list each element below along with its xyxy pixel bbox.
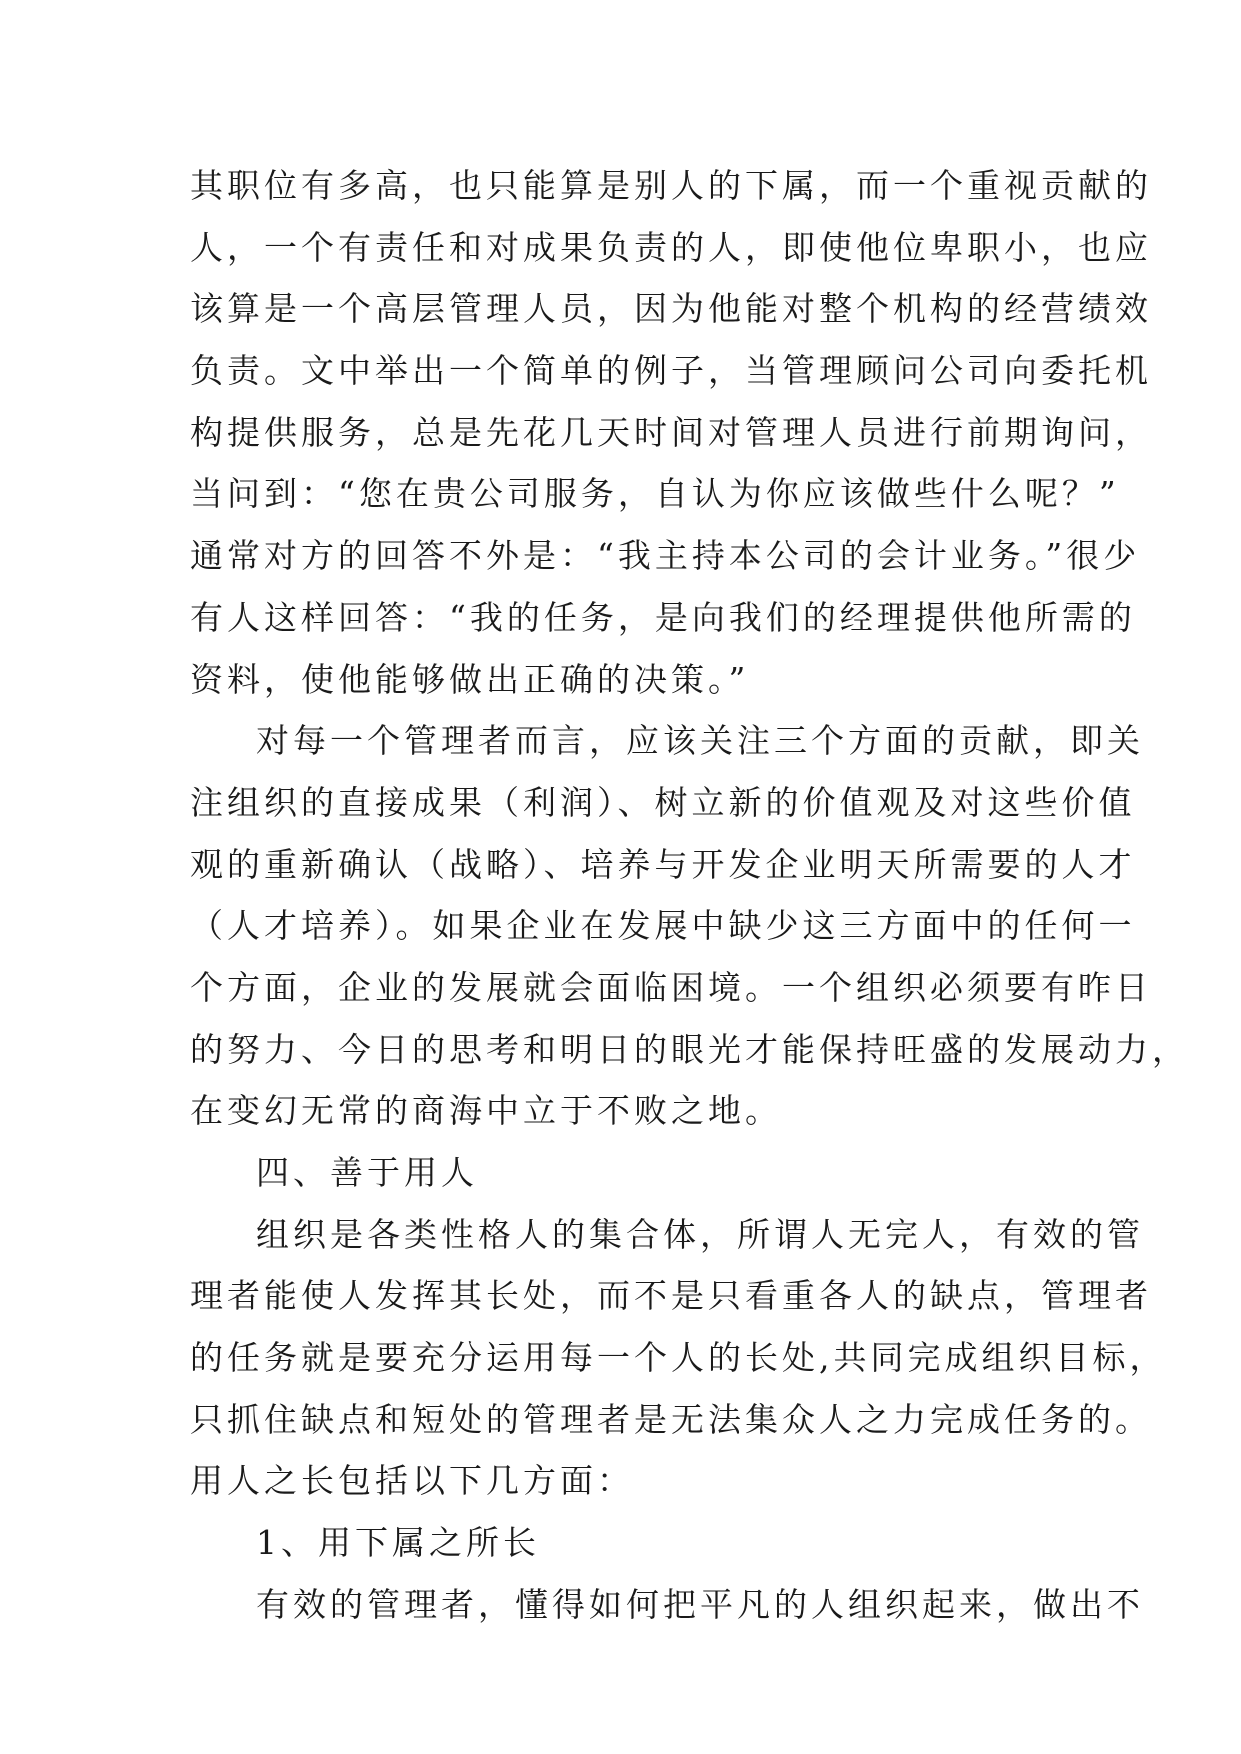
text-line: 该算是一个高层管理人员，因为他能对整个机构的经营绩效 (190, 289, 1152, 329)
text-line: 的任务就是要充分运用每一个人的长处,共同完成组织目标， (190, 1338, 1167, 1378)
text-line: 有效的管理者，懂得如何把平凡的人组织起来，做出不 (256, 1584, 1144, 1624)
text-line: 构提供服务，总是先花几天时间对管理人员进行前期询问， (190, 412, 1152, 452)
document-body (190, 155, 1189, 1636)
text-line: 理者能使人发挥其长处，而不是只看重各人的缺点，管理者 (190, 1276, 1152, 1316)
text-line: 对每一个管理者而言，应该关注三个方面的贡献，即关 (256, 721, 1144, 761)
text-line: 有人这样回答：“我的任务，是向我们的经理提供他所需的 (190, 597, 1136, 637)
text-line: 观的重新确认（战略）、培养与开发企业明天所需要的人才 (190, 844, 1136, 884)
text-line: 注组织的直接成果（利润）、树立新的价值观及对这些价值 (190, 782, 1136, 822)
text-line: 在变幻无常的商海中立于不败之地。 (190, 1091, 782, 1131)
paragraph-effective-manager (190, 1574, 1144, 1636)
text-line: 个方面，企业的发展就会面临困境。一个组织必须要有昨日 (190, 967, 1152, 1007)
text-line: 只抓住缺点和短处的管理者是无法集众人之力完成任务的。 (190, 1399, 1152, 1439)
text-line: 资料，使他能够做出正确的决策。” (190, 659, 750, 699)
text-line: 用人之长包括以下几方面： (190, 1461, 634, 1501)
heading-line: 四、善于用人 (256, 1153, 478, 1192)
paragraph-continued (190, 155, 1152, 710)
text-line: 组织是各类性格人的集合体，所谓人无完人，有效的管 (256, 1214, 1144, 1254)
text-line: 通常对方的回答不外是：“我主持本公司的会计业务。”很少 (190, 536, 1141, 576)
heading-line: 1、用下属之所长 (256, 1523, 540, 1563)
text-line: 负责。文中举出一个简单的例子，当管理顾问公司向委托机 (190, 351, 1152, 391)
text-line: 人，一个有责任和对成果负责的人，即使他位卑职小，也应 (190, 227, 1152, 267)
text-line: （人才培养）。如果企业在发展中缺少这三方面中的任何一 (190, 906, 1136, 946)
text-line: 的努力、今日的思考和明日的眼光才能保持旺盛的发展动力， (190, 1029, 1189, 1069)
subsection-heading (190, 1512, 1060, 1574)
text-line: 当问到：“您在贵公司服务，自认为你应该做些什么呢？” (190, 474, 1120, 514)
text-line: 其职位有多高，也只能算是别人的下属，而一个重视贡献的 (190, 166, 1152, 205)
paragraph-use-strengths (190, 1204, 1167, 1512)
section-heading (190, 1142, 1060, 1204)
paragraph-contributions (190, 710, 1189, 1142)
